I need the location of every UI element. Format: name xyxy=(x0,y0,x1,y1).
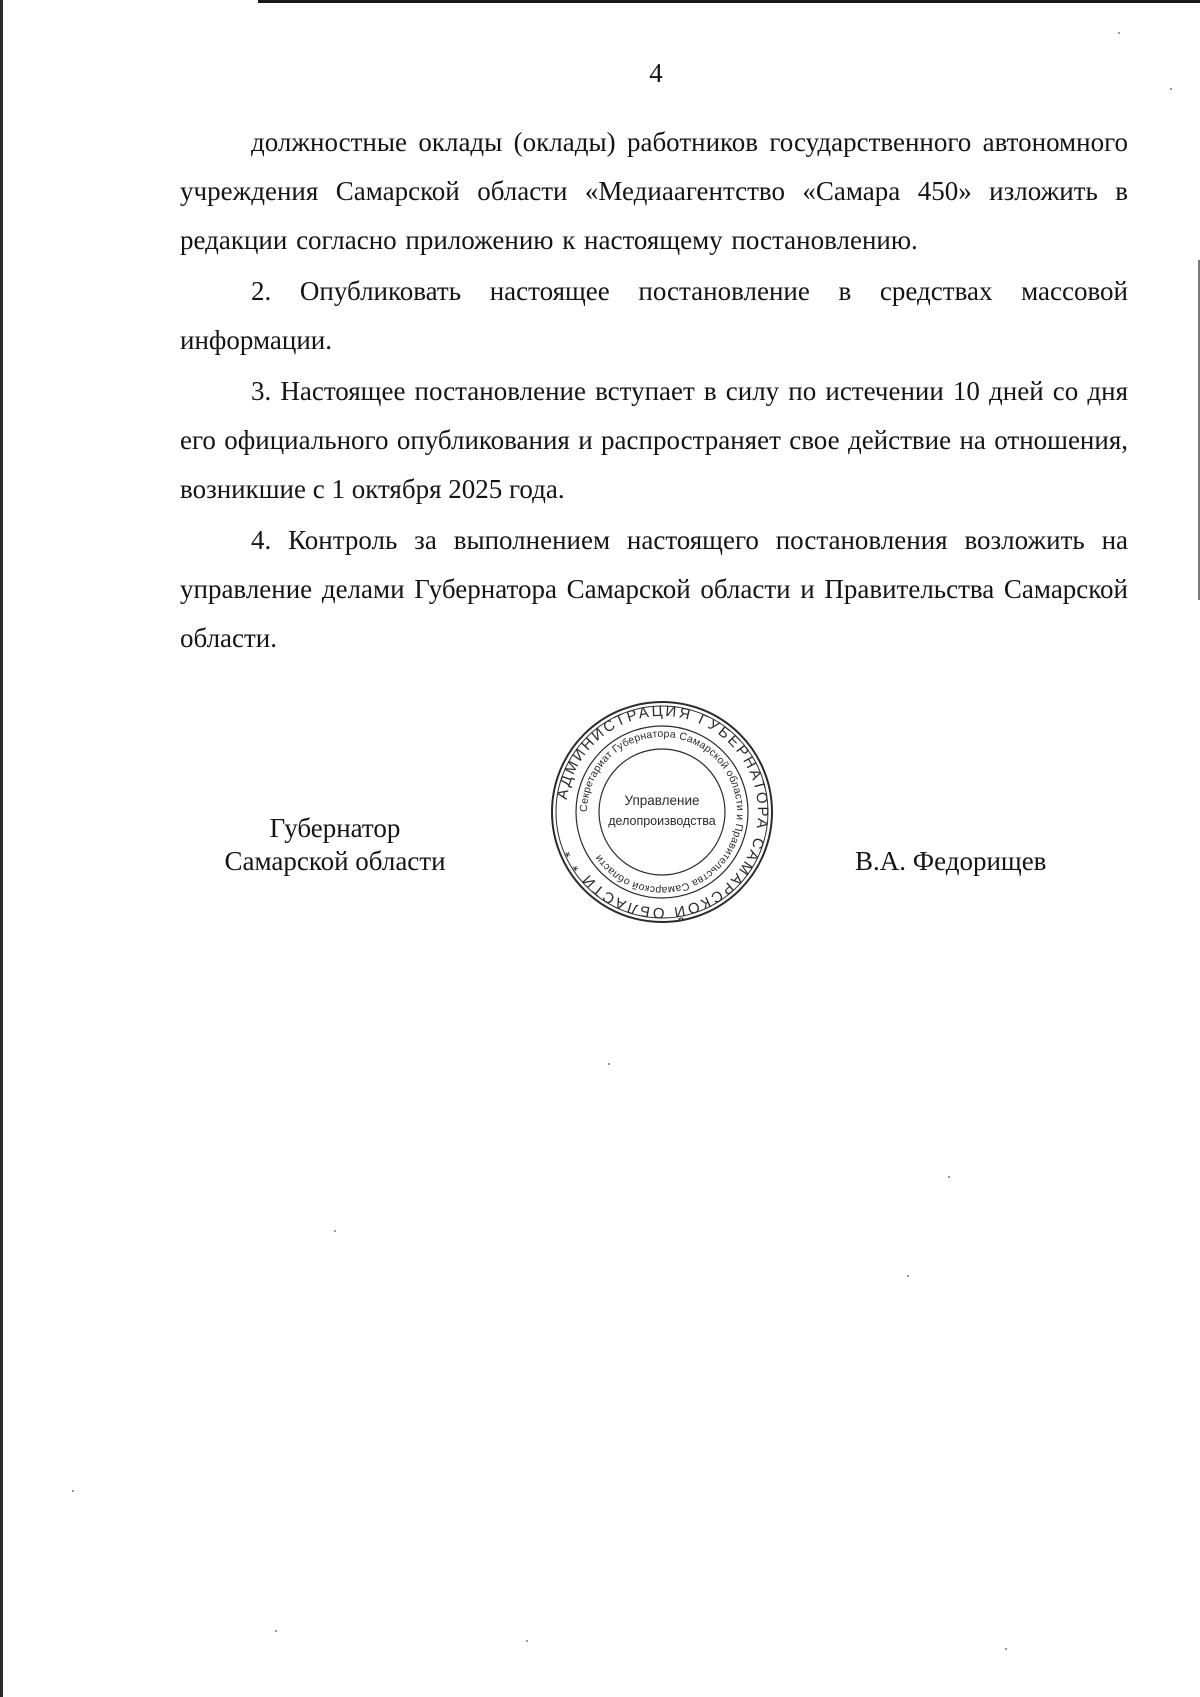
seal-inner-text: Секретариат Губернатора Самарской области и Правительства Самарской области xyxy=(577,727,747,897)
official-seal xyxy=(548,700,776,924)
scan-edge-top xyxy=(258,0,1200,3)
signatory-title-line1: Губернатор xyxy=(269,813,401,843)
signatory-name: В.А. Федорищев xyxy=(855,846,1047,876)
seal-center-line2: делопроизводства xyxy=(608,814,716,828)
scan-edge-left xyxy=(0,0,3,1697)
signatory-title-line2: Самарской области xyxy=(224,846,446,876)
seal-outer-text: АДМИНИСТРАЦИЯ ГУБЕРНАТОРА САМАРСКОЙ ОБЛАСТИ * * xyxy=(553,702,772,922)
scan-speck xyxy=(334,1230,336,1232)
document-body xyxy=(180,118,1128,663)
scan-speck xyxy=(1118,32,1120,34)
seal-inner-ring xyxy=(599,749,725,875)
seal-middle-ring xyxy=(576,726,748,898)
page-number: 4 xyxy=(649,58,663,88)
scan-speck xyxy=(1170,88,1172,90)
scan-speck xyxy=(72,1490,74,1492)
scan-speck xyxy=(608,1063,610,1065)
paragraph-2: 2. Опубликовать настоящее постановление в средствах массовой информации. xyxy=(180,276,1128,355)
scan-speck xyxy=(948,1176,950,1178)
paragraph-1: должностные оклады (оклады) работников государственного автономного учреждения Самарской области «Медиаагентство «Самара 450» изложить в редакции согласно приложению к настоящему постановлению. xyxy=(180,127,1128,255)
paragraph-3: 3. Настоящее постановление вступает в силу по истечении 10 дней со дня его официального опубликования и распространяет свое действие на отношения, возникшие с 1 октября 2025 года. xyxy=(180,376,1128,504)
scan-speck xyxy=(907,1275,909,1277)
scan-speck xyxy=(1005,1648,1007,1650)
scan-speck xyxy=(526,1640,528,1642)
scan-speck xyxy=(275,1630,277,1632)
seal-center-line1: Управление xyxy=(624,793,700,808)
signatory-title xyxy=(200,812,470,878)
paragraph-4: 4. Контроль за выполнением настоящего постановления возложить на управление делами Губернатора Самарской области и Правительства Самарской области. xyxy=(180,525,1128,653)
